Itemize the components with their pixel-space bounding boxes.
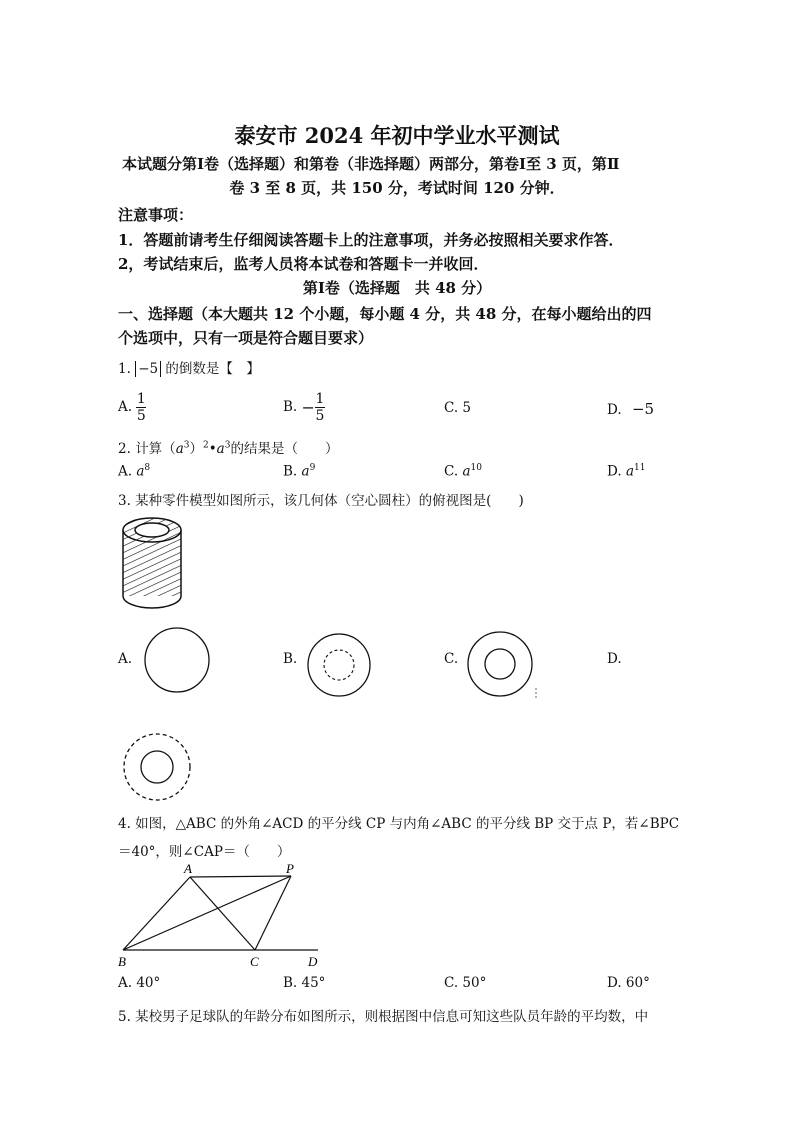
question-4-option-c: C. 50° [444, 975, 487, 991]
question-2-stem: 2. 计算$(a^3)^2•a^3$的结果是（ ） [118, 440, 339, 457]
absolute-value: −5 [135, 361, 161, 377]
intro-line-1: 本试题分第Ⅰ卷（选择题）和第卷（非选择题）两部分，第卷Ⅰ至 3 页，第Ⅱ [122, 155, 620, 173]
question-2-option-d: D. $a^{11}$ [607, 463, 646, 480]
hollow-cylinder-figure [118, 515, 188, 615]
point-d-label: D [308, 954, 318, 969]
notice-item-1: 1．答题前请考生仔细阅读答题卡上的注意事项，并务必按照相关要求作答． [118, 231, 624, 249]
question-4-option-d: D. 60° [607, 975, 650, 991]
question-3-stem: 3. 某种零件模型如图所示，该几何体（空心圆柱）的俯视图是( ) [118, 493, 524, 509]
question-4-option-b: B. 45° [283, 975, 326, 991]
point-c-label: C [250, 954, 259, 969]
question-1-option-d: D. −5 [607, 400, 655, 418]
page-title: 泰安市 2024 年初中学业水平测试 [234, 123, 560, 148]
question-3-option-a-label: A. [118, 651, 133, 667]
option-a-circle [143, 626, 211, 694]
question-4-stem-line-2: ＝40°，则∠CAP＝（ ） [118, 844, 291, 860]
question-1-option-b: B. − $\frac{1}{5}$ [283, 391, 325, 424]
question-3-option-d-label: D. [607, 651, 622, 667]
question-5-stem: 5. 某校男子足球队的年龄分布如图所示，则根据图中信息可知这些队员年龄的平均数，中 [118, 1009, 649, 1025]
point-a-label: A [184, 861, 192, 876]
fraction: $\frac{1}{5}$ [315, 391, 325, 424]
option-b-circles [306, 632, 372, 698]
notice-heading: 注意事项： [118, 206, 194, 224]
section-one-line-1: 一、选择题（本大题共 12 个小题，每小题 4 分，共 48 分，在每小题给出的四 [118, 305, 652, 323]
question-1-option-a: A. $\frac{1}{5}$ [118, 391, 146, 424]
option-c-circles [466, 630, 542, 706]
point-b-label: B [118, 954, 126, 969]
question-1-option-c: C. 5 [444, 400, 472, 416]
part-one-heading: 第Ⅰ卷（选择题 共 48 分） [302, 279, 492, 297]
point-p-label: P [286, 861, 294, 876]
option-d-circles [122, 732, 194, 804]
section-one-line-2: 个选项中，只有一项是符合题目要求） [118, 329, 374, 347]
intro-line-2: 卷 3 至 8 页，共 150 分，考试时间 120 分钟． [229, 179, 565, 197]
question-4-option-a: A. 40° [118, 975, 161, 991]
question-2-option-c: C. $a^{10}$ [444, 463, 482, 480]
question-2-option-a: A. $a^8$ [118, 463, 151, 480]
question-4-stem-line-1: 4. 如图，△ABC 的外角∠ACD 的平分线 CP 与内角∠ABC 的平分线 BP 交于点 P，若∠BPC [118, 816, 680, 832]
question-3-option-c-label: C. [444, 651, 459, 667]
question-2-option-b: B. $a^9$ [283, 463, 316, 480]
notice-item-2: 2，考试结束后，监考人员将本试卷和答题卡一并收回． [118, 255, 489, 273]
triangle-figure [118, 860, 323, 970]
question-3-option-b-label: B. [283, 651, 298, 667]
fraction: $\frac{1}{5}$ [136, 391, 146, 424]
question-1-stem: 1. −5 的倒数是【 】 [118, 361, 260, 377]
